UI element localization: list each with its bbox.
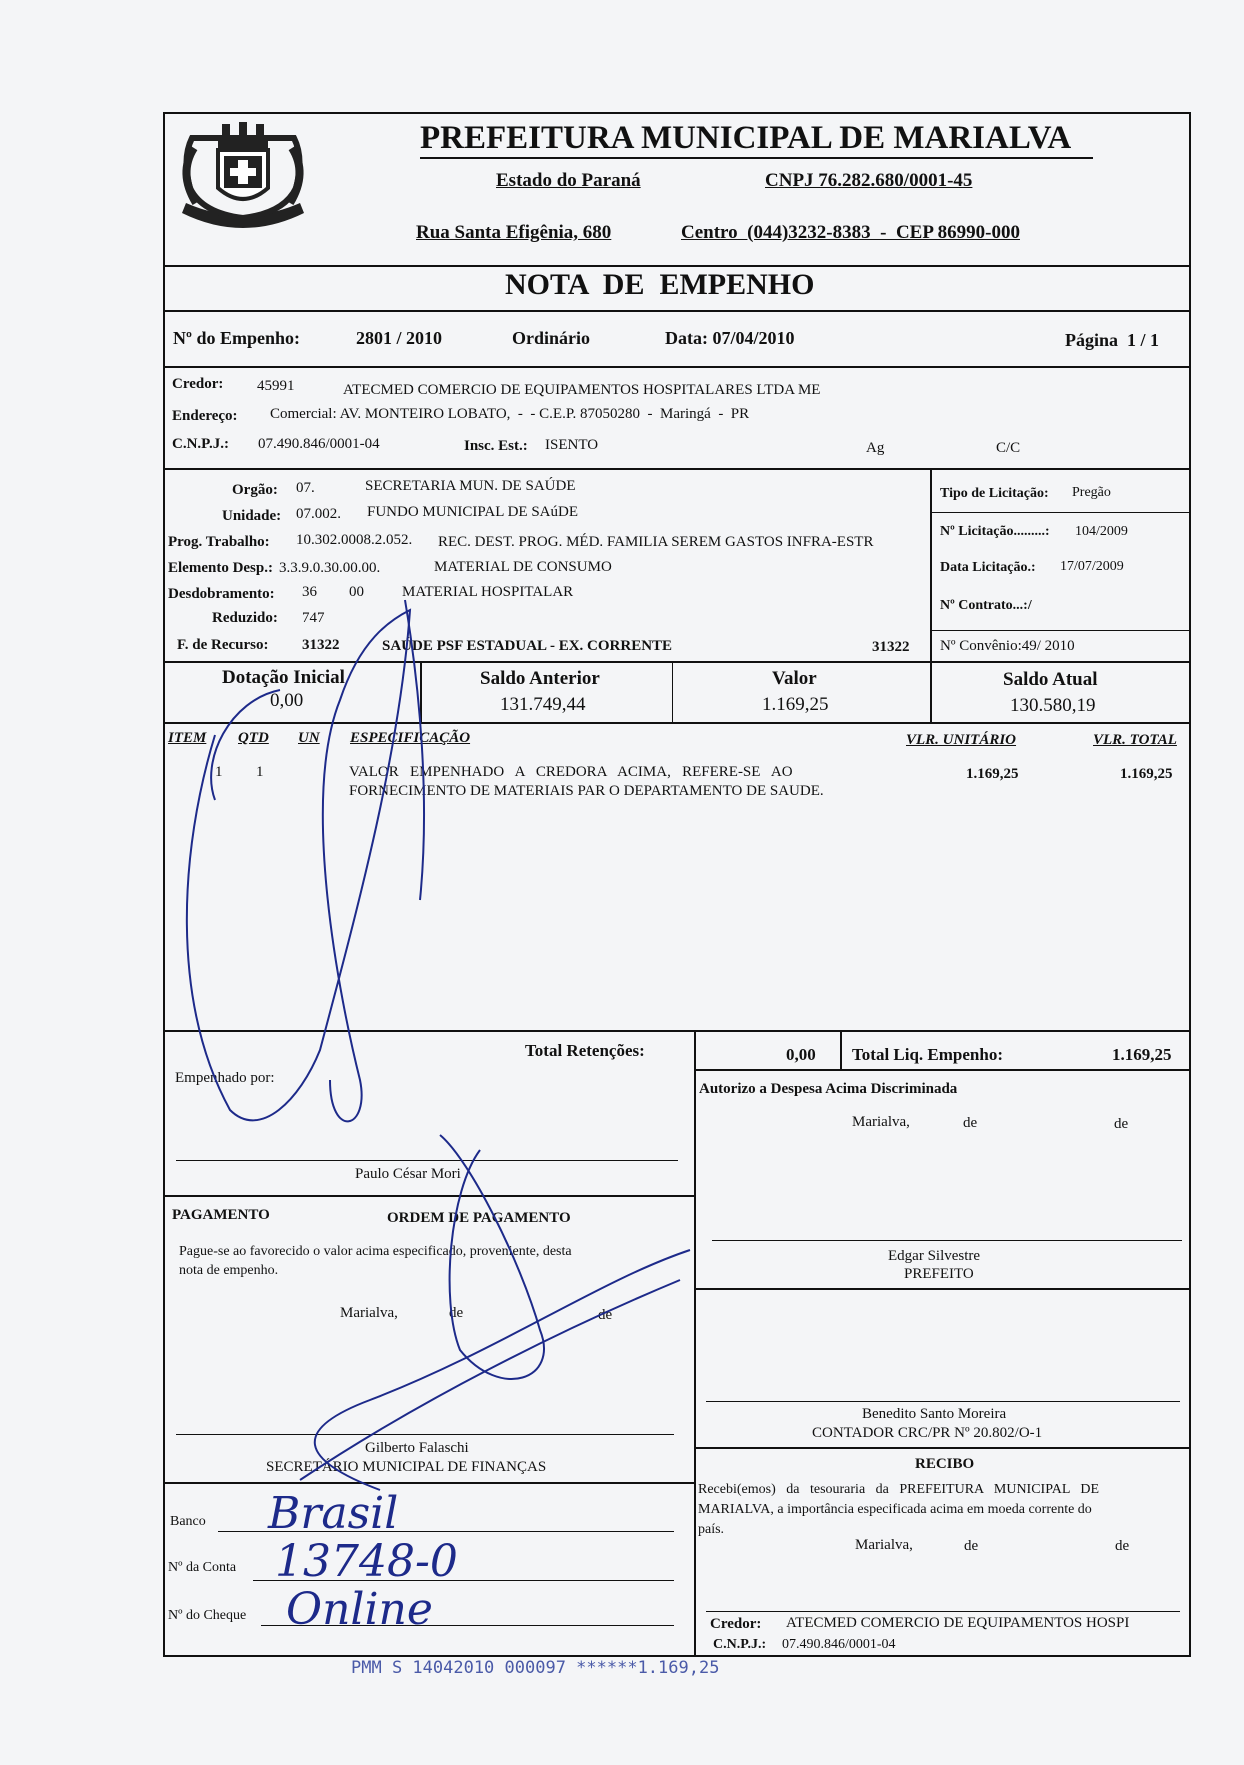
col-vlr-total: VLR. TOTAL (1093, 732, 1177, 748)
recibo-label: RECIBO (915, 1456, 975, 1472)
pagamento-de-1: de (449, 1305, 464, 1321)
banco-label: Banco (170, 1514, 206, 1529)
recurso-name: SAÚDE PSF ESTADUAL - EX. CORRENTE (382, 638, 673, 654)
header-address: Centro (044)3232-8383 - CEP 86990-000 (681, 222, 1020, 243)
autorizo-de-2: de (1114, 1116, 1129, 1132)
item-total-value: 1.169,25 (1120, 766, 1173, 782)
col-especificacao: ESPECIFICAÇÃO (350, 730, 471, 746)
recibo-cnpj: 07.490.846/0001-04 (782, 1637, 896, 1652)
elemento-label: Elemento Desp.: (168, 560, 273, 576)
empenho-type: Ordinário (512, 328, 591, 348)
item-spec-line-1: VALOR EMPENHADO A CREDORA ACIMA, REFERE-SE AO (349, 764, 793, 780)
dotacao-label: Dotação Inicial (222, 667, 345, 688)
pague-line-1: Pague-se ao favorecido o valor acima especificado, proveniente, desta (179, 1244, 572, 1259)
licitacao-number-label: Nº Licitação.........: (940, 524, 1050, 539)
municipal-crest-icon (172, 118, 314, 238)
page-title: PREFEITURA MUNICIPAL DE MARIALVA (420, 120, 1072, 156)
col-un: UN (298, 730, 320, 746)
elemento-name: MATERIAL DE CONSUMO (434, 559, 612, 575)
desdobramento-code: 36 (302, 584, 317, 600)
cnpj-label: C.N.P.J.: (172, 436, 229, 452)
empenho-number: 2801 / 2010 (356, 328, 443, 348)
contador-role: CONTADOR CRC/PR Nº 20.802/O-1 (812, 1425, 1043, 1441)
licitacao-date: 17/07/2009 (1060, 559, 1124, 574)
cc-label: C/C (996, 440, 1021, 456)
valor-value: 1.169,25 (762, 694, 829, 715)
recurso-code-2: 31322 (872, 639, 910, 655)
credor-code: 45991 (257, 378, 295, 394)
orgao-code: 07. (296, 480, 315, 496)
tipo-licitacao: Pregão (1072, 485, 1111, 500)
contador-name: Benedito Santo Moreira (862, 1406, 1007, 1422)
prefeito-role: PREFEITO (904, 1266, 974, 1282)
desdobramento-label: Desdobramento: (168, 586, 275, 602)
reduzido-label: Reduzido: (212, 610, 278, 626)
item-number: 1 (215, 764, 223, 780)
item-qtd: 1 (256, 764, 264, 780)
col-qtd: QTD (238, 730, 269, 746)
item-spec-line-2: FORNECIMENTO DE MATERIAIS PAR O DEPARTAMENTO DE SAUDE. (349, 783, 824, 799)
recibo-de-1: de (964, 1538, 979, 1554)
orgao-label: Orgão: (232, 482, 278, 498)
saldo-anterior-label: Saldo Anterior (480, 668, 600, 689)
col-vlr-unitario: VLR. UNITÁRIO (906, 732, 1017, 748)
total-liq-label: Total Liq. Empenho: (852, 1045, 1003, 1064)
total-liq-value: 1.169,25 (1112, 1045, 1172, 1064)
insc-value: ISENTO (545, 437, 599, 453)
orgao-name: SECRETARIA MUN. DE SAÚDE (365, 478, 576, 494)
state-name: Estado do Paraná (496, 170, 641, 191)
saldo-atual-label: Saldo Atual (1003, 669, 1098, 690)
recibo-city: Marialva, (855, 1537, 913, 1553)
retencoes-label: Total Retenções: (525, 1041, 645, 1060)
page-number: Página 1 / 1 (1065, 330, 1160, 350)
address-label: Endereço: (172, 408, 238, 424)
dotacao-value: 0,00 (270, 690, 304, 711)
recibo-credor-name: ATECMED COMERCIO DE EQUIPAMENTOS HOSPI (786, 1615, 1130, 1631)
recibo-line-1: Recebi(emos) da tesouraria da PREFEITURA MUNICIPAL DE (698, 1482, 1100, 1497)
desdobramento-sub: 00 (349, 584, 364, 600)
payment-stamp: PMM S 14042010 000097 ******1.169,25 (351, 1658, 720, 1678)
prog-name: REC. DEST. PROG. MÉD. FAMILIA SEREM GASTOS INFRA-ESTR (438, 534, 874, 550)
header-cnpj: CNPJ 76.282.680/0001-45 (765, 170, 973, 191)
tipo-licitacao-label: Tipo de Licitação: (940, 486, 1049, 501)
pague-line-2: nota de empenho. (179, 1263, 279, 1278)
credor-address: Comercial: AV. MONTEIRO LOBATO, - - C.E.P. 87050280 - Maringá - PR (270, 406, 750, 422)
cheque-value: Online (286, 1584, 433, 1635)
recibo-credor-label: Credor: (710, 1616, 762, 1632)
retencoes-value: 0,00 (786, 1045, 816, 1064)
elemento-code: 3.3.9.0.30.00.00. (279, 560, 381, 576)
document-title: NOTA DE EMPENHO (505, 268, 815, 301)
header-street: Rua Santa Efigênia, 680 (416, 222, 612, 243)
prog-code: 10.302.0008.2.052. (296, 532, 413, 548)
licitacao-number: 104/2009 (1075, 524, 1128, 539)
banco-value: Brasil (268, 1488, 399, 1539)
prog-label: Prog. Trabalho: (168, 534, 270, 550)
unidade-name: FUNDO MUNICIPAL DE SAúDE (367, 504, 578, 520)
recurso-code: 31322 (302, 637, 340, 653)
pagamento-city: Marialva, (340, 1305, 398, 1321)
empenho-date: Data: 07/04/2010 (665, 328, 795, 348)
unidade-label: Unidade: (222, 508, 282, 524)
saldo-anterior-value: 131.749,44 (500, 694, 586, 715)
empenho-number-label: Nº do Empenho: (173, 328, 300, 348)
ordem-pagamento-label: ORDEM DE PAGAMENTO (387, 1210, 571, 1226)
valor-label: Valor (772, 668, 817, 689)
saldo-atual-value: 130.580,19 (1010, 695, 1096, 716)
unidade-code: 07.002. (296, 506, 341, 522)
pagamento-label: PAGAMENTO (172, 1207, 270, 1223)
pagamento-de-2: de (598, 1307, 613, 1323)
recibo-de-2: de (1115, 1538, 1130, 1554)
contrato-label: Nº Contrato...:/ (940, 598, 1032, 613)
ag-label: Ag (866, 440, 885, 456)
recurso-label: F. de Recurso: (177, 637, 269, 653)
recibo-cnpj-label: C.N.P.J.: (713, 1637, 767, 1652)
recibo-line-2: MARIALVA, a importância especificada acima em moeda corrente do (698, 1502, 1092, 1517)
credor-cnpj: 07.490.846/0001-04 (258, 436, 380, 452)
conta-value: 13748-0 (275, 1536, 458, 1587)
prefeito-name: Edgar Silvestre (888, 1248, 981, 1264)
conta-label: Nº da Conta (168, 1560, 237, 1575)
item-unit-value: 1.169,25 (966, 766, 1019, 782)
convenio-label: Nº Convênio:49/ 2010 (940, 638, 1075, 654)
empenhado-label: Empenhado por: (175, 1070, 275, 1086)
reduzido-value: 747 (302, 610, 325, 626)
autorizo-text: Autorizo a Despesa Acima Discriminada (699, 1081, 958, 1097)
cheque-label: Nº do Cheque (168, 1608, 247, 1623)
credor-label: Credor: (172, 376, 224, 392)
insc-label: Insc. Est.: (464, 438, 528, 454)
recibo-line-3: país. (698, 1522, 725, 1537)
desdobramento-name: MATERIAL HOSPITALAR (402, 584, 574, 600)
autorizo-de-1: de (963, 1115, 978, 1131)
credor-name: ATECMED COMERCIO DE EQUIPAMENTOS HOSPITALARES LTDA ME (343, 382, 821, 398)
col-item: ITEM (168, 730, 207, 746)
empenhado-name: Paulo César Mori (355, 1166, 461, 1182)
autorizo-city: Marialva, (852, 1114, 910, 1130)
licitacao-date-label: Data Licitação.: (940, 560, 1036, 575)
secretario-role: SECRETÁRIO MUNICIPAL DE FINANÇAS (266, 1459, 547, 1475)
secretario-name: Gilberto Falaschi (365, 1440, 469, 1456)
